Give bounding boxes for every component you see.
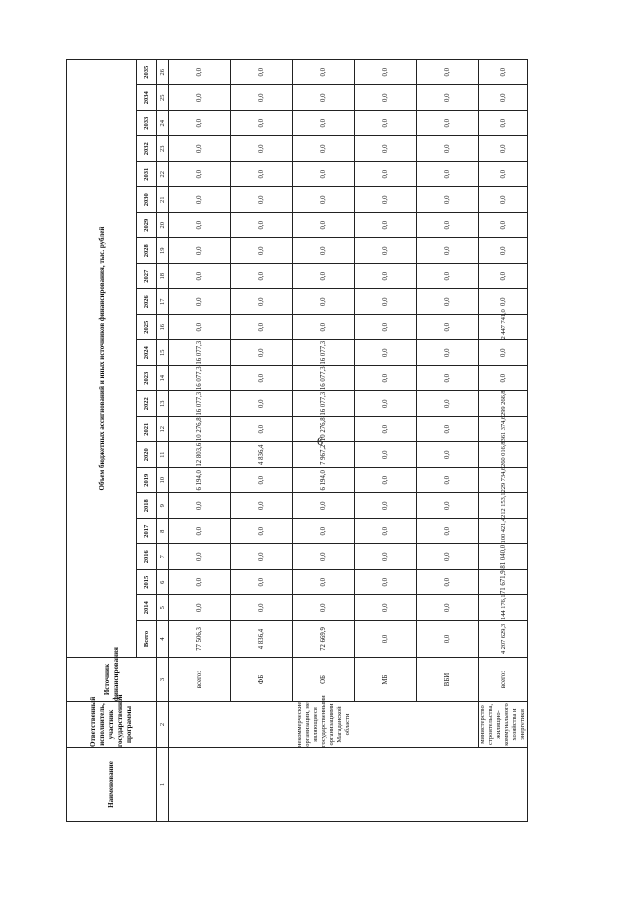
column-number: 11	[157, 442, 169, 468]
value-cell: 0,0	[169, 136, 231, 162]
value-cell: 0,0	[169, 493, 231, 519]
value-cell: 0,0	[231, 570, 293, 596]
header-year: 2035	[137, 59, 157, 85]
header-year: 2031	[137, 162, 157, 188]
value-cell: 0,0	[355, 85, 417, 111]
value-cell: 0,0	[355, 59, 417, 85]
column-number: 17	[157, 289, 169, 315]
value-cell: 6 194,0	[293, 468, 355, 494]
value-cell: 81 040,0	[479, 544, 528, 570]
value-cell: 0,0	[355, 417, 417, 443]
value-cell: 0,0	[355, 213, 417, 239]
value-cell: 0,0	[355, 366, 417, 392]
value-cell: 0,0	[169, 289, 231, 315]
name-cell	[169, 748, 528, 822]
value-cell: 0,0	[169, 315, 231, 341]
total-cell: 0,0	[417, 621, 479, 658]
value-cell: 0,0	[417, 238, 479, 264]
value-cell: 12 803,6	[169, 442, 231, 468]
header-year: 2026	[137, 289, 157, 315]
value-cell: 0,0	[293, 136, 355, 162]
column-number: 21	[157, 187, 169, 213]
value-cell: 0,0	[417, 570, 479, 596]
header-year: 2030	[137, 187, 157, 213]
value-cell: 0,0	[355, 289, 417, 315]
value-cell: 0,0	[169, 544, 231, 570]
value-cell: 0,0	[417, 366, 479, 392]
header-year: 2016	[137, 544, 157, 570]
value-cell: 0,0	[479, 187, 528, 213]
source-cell: ВБИ	[417, 658, 479, 702]
value-cell: 16 077,3	[169, 340, 231, 366]
value-cell: 0,0	[479, 340, 528, 366]
value-cell: 0,0	[169, 111, 231, 137]
column-number: 4	[157, 621, 169, 658]
value-cell: 144 176,1	[479, 595, 528, 621]
value-cell: 0,0	[355, 136, 417, 162]
value-cell: 0,0	[293, 85, 355, 111]
source-cell: всего:	[169, 658, 231, 702]
value-cell: 0,0	[355, 315, 417, 341]
executor-cell: министерство строительства, жилищно-коммунального хозяйства и энергетики	[479, 703, 526, 746]
value-cell: 0,0	[417, 468, 479, 494]
value-cell: 0,0	[293, 519, 355, 545]
value-cell: 0,0	[293, 315, 355, 341]
total-cell: 77 506,3	[169, 621, 231, 658]
value-cell: 0,0	[231, 468, 293, 494]
header-year: 2027	[137, 264, 157, 290]
value-cell: 0,0	[417, 595, 479, 621]
header-year: 2018	[137, 493, 157, 519]
value-cell: 0,0	[231, 289, 293, 315]
value-cell: 0,0	[231, 366, 293, 392]
value-cell: 10 276,8	[293, 417, 355, 443]
column-number: 16	[157, 315, 169, 341]
value-cell: 0,0	[355, 544, 417, 570]
value-cell: 0,0	[479, 162, 528, 188]
value-cell: 299 266,8	[479, 391, 528, 417]
value-cell: 0,0	[355, 468, 417, 494]
value-cell: 0,0	[479, 85, 528, 111]
value-cell: 16 077,3	[169, 366, 231, 392]
value-cell: 71 671,9	[479, 570, 528, 596]
column-number: 13	[157, 391, 169, 417]
value-cell: 0,0	[293, 59, 355, 85]
value-cell: 0,0	[355, 111, 417, 137]
column-number: 5	[157, 595, 169, 621]
value-cell: 229 734,6	[479, 468, 528, 494]
value-cell: 7 967,2	[293, 442, 355, 468]
value-cell: 0,0	[231, 519, 293, 545]
value-cell: 0,0	[479, 59, 528, 85]
value-cell: 0,0	[231, 162, 293, 188]
value-cell: 0,0	[169, 213, 231, 239]
value-cell: 0,0	[355, 162, 417, 188]
value-cell: 0,0	[293, 213, 355, 239]
value-cell: 0,0	[355, 187, 417, 213]
column-number: 26	[157, 59, 169, 85]
value-cell: 16 077,3	[293, 391, 355, 417]
value-cell: 0,0	[417, 85, 479, 111]
column-number: 6	[157, 570, 169, 596]
executor-cell: некоммерческие организации, не являющиеся государственными организациями Магаданской области	[169, 702, 479, 748]
source-cell: всего:	[479, 658, 528, 702]
value-cell: 0,0	[169, 595, 231, 621]
header-name: Наименование	[67, 748, 157, 822]
header-year: 2033	[137, 111, 157, 137]
value-cell: 0,0	[293, 493, 355, 519]
value-cell: 0,0	[231, 417, 293, 443]
value-cell: 0,0	[231, 544, 293, 570]
value-cell: 0,0	[231, 315, 293, 341]
header-year: 2017	[137, 519, 157, 545]
header-year: 2024	[137, 340, 157, 366]
column-number: 15	[157, 340, 169, 366]
value-cell: 0,0	[417, 442, 479, 468]
value-cell: 0,0	[169, 187, 231, 213]
source-cell: МБ	[355, 658, 417, 702]
value-cell: 260 016,8	[479, 442, 528, 468]
value-cell: 0,0	[355, 442, 417, 468]
value-cell: 0,0	[417, 519, 479, 545]
value-cell: 0,0	[355, 570, 417, 596]
header-year: 2034	[137, 85, 157, 111]
value-cell: 0,0	[293, 238, 355, 264]
total-cell: 72 669,9	[293, 621, 355, 658]
value-cell: 0,0	[231, 59, 293, 85]
column-number: 9	[157, 493, 169, 519]
header-executor: Ответственный исполнитель, участник государственной программы	[67, 702, 157, 748]
header-year: 2014	[137, 595, 157, 621]
value-cell: 0,0	[417, 213, 479, 239]
header-year: 2023	[137, 366, 157, 392]
header-year: 2028	[137, 238, 157, 264]
value-cell: 0,0	[417, 417, 479, 443]
column-number: 23	[157, 136, 169, 162]
value-cell: 0,0	[355, 595, 417, 621]
value-cell: 0,0	[417, 59, 479, 85]
column-number: 24	[157, 111, 169, 137]
source-cell: ОБ	[293, 658, 355, 702]
value-cell: 0,0	[479, 264, 528, 290]
value-cell: 0,0	[293, 595, 355, 621]
value-cell: 0,0	[355, 264, 417, 290]
value-cell: 0,0	[169, 519, 231, 545]
total-cell: 4 836,4	[231, 621, 293, 658]
value-cell: 0,0	[479, 289, 528, 315]
header-volume: Объем бюджетных ассигнований и иных источников финансирования, тыс. рублей	[67, 59, 137, 657]
column-number: 19	[157, 238, 169, 264]
value-cell: 0,0	[417, 289, 479, 315]
header-year: 2020	[137, 442, 157, 468]
column-number: 7	[157, 544, 169, 570]
header-year: 2022	[137, 391, 157, 417]
value-cell: 100 421,4	[479, 519, 528, 545]
table-row	[479, 59, 528, 821]
value-cell: 0,0	[231, 391, 293, 417]
value-cell: 0,0	[293, 544, 355, 570]
value-cell: 0,0	[293, 162, 355, 188]
value-cell: 0,0	[231, 111, 293, 137]
value-cell: 0,0	[169, 264, 231, 290]
table-row	[169, 59, 231, 821]
page-number: 6	[317, 434, 323, 448]
value-cell: 0,0	[479, 136, 528, 162]
value-cell: 2 447 741,0	[479, 315, 528, 341]
value-cell: 0,0	[479, 366, 528, 392]
total-cell: 4 207 629,3	[479, 621, 528, 658]
value-cell: 0,0	[355, 238, 417, 264]
value-cell: 0,0	[169, 162, 231, 188]
value-cell: 0,0	[355, 493, 417, 519]
value-cell: 361 374,6	[479, 417, 528, 443]
value-cell: 0,0	[479, 238, 528, 264]
value-cell: 0,0	[417, 111, 479, 137]
value-cell: 0,0	[231, 595, 293, 621]
column-number: 20	[157, 213, 169, 239]
value-cell: 0,0	[417, 544, 479, 570]
header-year: 2029	[137, 213, 157, 239]
header-year: 2025	[137, 315, 157, 341]
value-cell: 0,0	[417, 391, 479, 417]
value-cell: 0,0	[231, 136, 293, 162]
value-cell: 0,0	[231, 264, 293, 290]
value-cell: 0,0	[293, 264, 355, 290]
value-cell: 0,0	[169, 570, 231, 596]
value-cell: 10 276,8	[169, 417, 231, 443]
value-cell: 0,0	[293, 289, 355, 315]
column-number: 12	[157, 417, 169, 443]
value-cell: 0,0	[231, 187, 293, 213]
value-cell: 0,0	[293, 187, 355, 213]
value-cell: 0,0	[231, 238, 293, 264]
value-cell: 0,0	[355, 340, 417, 366]
budget-table	[66, 59, 528, 822]
column-number: 14	[157, 366, 169, 392]
column-number: 25	[157, 85, 169, 111]
budget-table-sheet	[66, 65, 526, 822]
value-cell: 0,0	[417, 162, 479, 188]
column-number: 2	[157, 702, 169, 748]
value-cell: 0,0	[479, 213, 528, 239]
value-cell: 0,0	[355, 391, 417, 417]
value-cell: 0,0	[479, 111, 528, 137]
header-year: 2015	[137, 570, 157, 596]
header-year: 2021	[137, 417, 157, 443]
value-cell: 0,0	[231, 340, 293, 366]
value-cell: 0,0	[417, 187, 479, 213]
value-cell: 0,0	[231, 493, 293, 519]
header-year: 2032	[137, 136, 157, 162]
column-number: 3	[157, 658, 169, 702]
column-number: 1	[157, 748, 169, 822]
column-number: 18	[157, 264, 169, 290]
value-cell: 0,0	[417, 136, 479, 162]
value-cell: 0,0	[417, 264, 479, 290]
value-cell: 0,0	[231, 85, 293, 111]
value-cell: 0,0	[355, 519, 417, 545]
column-number: 8	[157, 519, 169, 545]
header-year: 2019	[137, 468, 157, 494]
source-cell: ФБ	[231, 658, 293, 702]
header-total: Всего	[137, 621, 157, 658]
value-cell: 0,0	[169, 238, 231, 264]
value-cell: 0,0	[293, 111, 355, 137]
value-cell: 16 077,3	[293, 366, 355, 392]
value-cell: 16 077,3	[293, 340, 355, 366]
value-cell: 212 153,1	[479, 493, 528, 519]
value-cell: 16 077,3	[169, 391, 231, 417]
value-cell: 4 836,4	[231, 442, 293, 468]
column-number: 10	[157, 468, 169, 494]
total-cell: 0,0	[355, 621, 417, 658]
value-cell: 0,0	[231, 213, 293, 239]
column-number: 22	[157, 162, 169, 188]
value-cell: 6 194,0	[169, 468, 231, 494]
header-source: Источник финансирования	[67, 658, 157, 702]
value-cell: 0,0	[417, 340, 479, 366]
value-cell: 0,0	[417, 493, 479, 519]
value-cell: 0,0	[417, 315, 479, 341]
value-cell: 0,0	[169, 85, 231, 111]
value-cell: 0,0	[169, 59, 231, 85]
value-cell: 0,0	[293, 570, 355, 596]
